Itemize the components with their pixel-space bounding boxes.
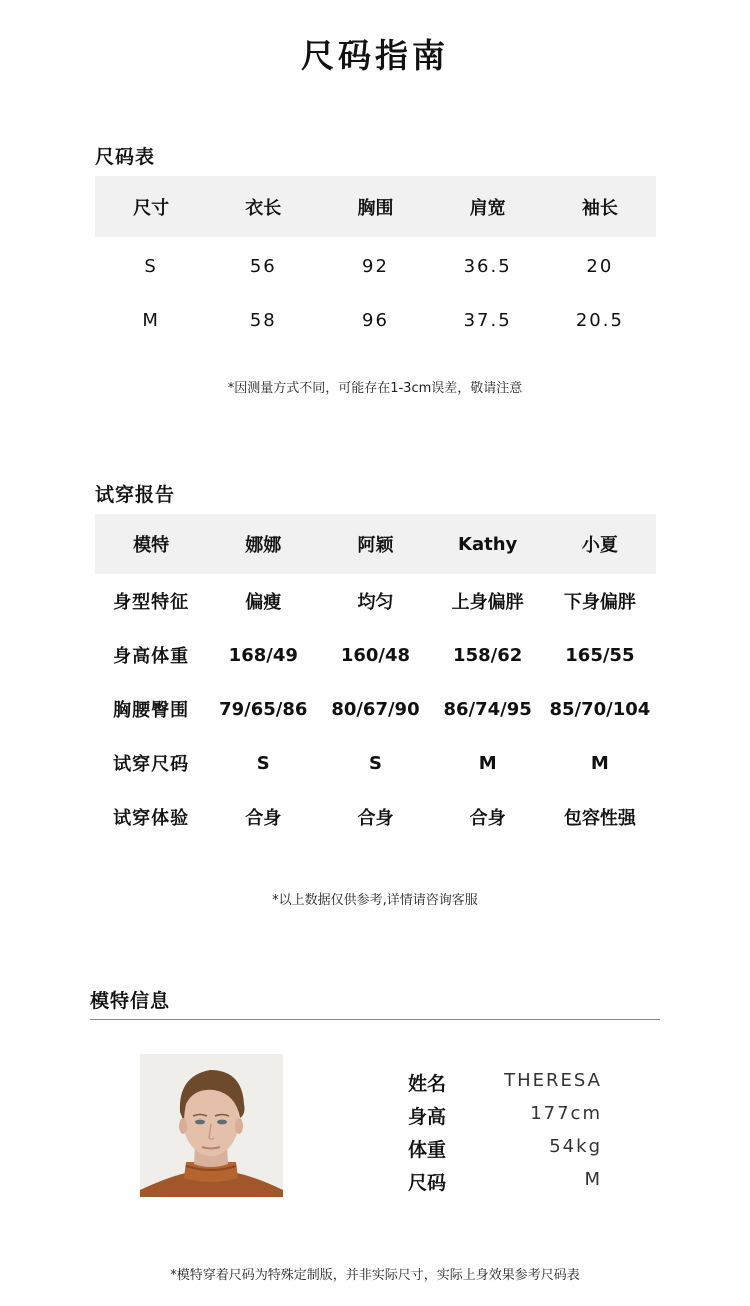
model-name-row — [408, 1069, 602, 1099]
size-chart-header-row — [95, 176, 656, 237]
table-cell: 36.5 — [463, 255, 512, 277]
table-cell: 168/49 — [228, 644, 298, 666]
table-row — [95, 790, 656, 844]
table-cell: 偏瘦 — [245, 592, 282, 613]
table-cell: 56 — [249, 255, 277, 277]
table-cell: 80/67/90 — [331, 698, 420, 720]
table-cell: M — [590, 752, 609, 774]
size-chart-header-cell: 尺寸 — [133, 197, 170, 219]
table-cell: 合身 — [245, 808, 282, 829]
model-info-heading: 模特信息 — [90, 990, 171, 1012]
table-row — [95, 574, 656, 628]
table-cell: 92 — [362, 255, 389, 277]
model-height-row — [408, 1102, 602, 1132]
table-cell: 20.5 — [575, 309, 624, 331]
fit-report-header-cell: Kathy — [458, 533, 518, 555]
table-cell: 包容性强 — [563, 808, 636, 829]
model-size-label: 尺码 — [408, 1172, 447, 1194]
fit-report-table — [95, 514, 656, 844]
model-height-value: 177cm — [530, 1103, 602, 1124]
model-photo — [140, 1054, 283, 1197]
table-row — [95, 628, 656, 682]
fit-report-header-cell: 小夏 — [581, 535, 618, 556]
model-size-value: M — [584, 1169, 602, 1190]
fit-report-header-cell: 模特 — [133, 535, 170, 556]
size-chart-header-cell: 肩宽 — [469, 197, 506, 219]
model-size-row — [408, 1168, 602, 1198]
fit-report-header-row — [95, 514, 656, 574]
model-info-note: *模特穿着尺码为特殊定制版，并非实际尺寸，实际上身效果参考尺码表 — [170, 1268, 580, 1283]
table-cell: S — [256, 752, 270, 774]
table-cell: 20 — [586, 255, 614, 277]
fit-report-heading: 试穿报告 — [95, 484, 176, 506]
size-chart-table — [95, 176, 656, 347]
table-cell: 96 — [362, 309, 389, 331]
table-cell: S — [368, 752, 382, 774]
model-weight-value: 54kg — [549, 1136, 602, 1157]
table-row — [95, 237, 656, 293]
table-cell: 86/74/95 — [443, 698, 532, 720]
row-header-cell: 身高体重 — [113, 646, 190, 667]
fit-report-header-cell: 阿颖 — [357, 535, 394, 556]
row-header-cell: 试穿尺码 — [113, 754, 190, 775]
table-cell: M — [478, 752, 497, 774]
size-chart-heading: 尺码表 — [95, 146, 156, 168]
table-cell: 合身 — [469, 808, 506, 829]
size-chart-header-cell: 袖长 — [581, 197, 618, 219]
table-cell: 79/65/86 — [219, 698, 308, 720]
table-row — [95, 293, 656, 347]
table-cell: 下身偏胖 — [563, 592, 636, 613]
table-cell: 85/70/104 — [549, 698, 651, 720]
model-height-label: 身高 — [408, 1106, 447, 1128]
table-cell: 165/55 — [565, 644, 635, 666]
table-cell: 合身 — [357, 808, 394, 829]
model-name-label: 姓名 — [408, 1073, 447, 1095]
table-row — [95, 736, 656, 790]
table-cell: 160/48 — [340, 644, 411, 666]
model-weight-row — [408, 1135, 602, 1165]
table-cell: S — [144, 255, 158, 277]
model-weight-label: 体重 — [408, 1139, 447, 1161]
section-divider — [90, 1019, 660, 1020]
table-row — [95, 682, 656, 736]
size-chart-note: *因测量方式不同，可能存在1-3cm误差，敬请注意 — [227, 381, 523, 396]
size-chart-header-cell: 胸围 — [357, 197, 394, 219]
page-title: 尺码指南 — [301, 36, 449, 75]
table-cell: M — [142, 309, 160, 331]
size-chart-header-cell: 衣长 — [245, 197, 282, 219]
table-cell: 158/62 — [453, 644, 523, 666]
fit-report-note: *以上数据仅供参考,详情请咨询客服 — [272, 893, 478, 908]
row-header-cell: 胸腰臀围 — [113, 700, 190, 721]
table-cell: 37.5 — [463, 309, 512, 331]
row-header-cell: 身型特征 — [113, 592, 190, 613]
model-name-value: THERESA — [504, 1070, 602, 1091]
row-header-cell: 试穿体验 — [113, 808, 190, 829]
table-cell: 58 — [249, 309, 277, 331]
table-cell: 均匀 — [357, 592, 394, 613]
table-cell: 上身偏胖 — [451, 592, 524, 613]
model-portrait-image — [140, 1054, 283, 1197]
fit-report-header-cell: 娜娜 — [245, 535, 282, 556]
